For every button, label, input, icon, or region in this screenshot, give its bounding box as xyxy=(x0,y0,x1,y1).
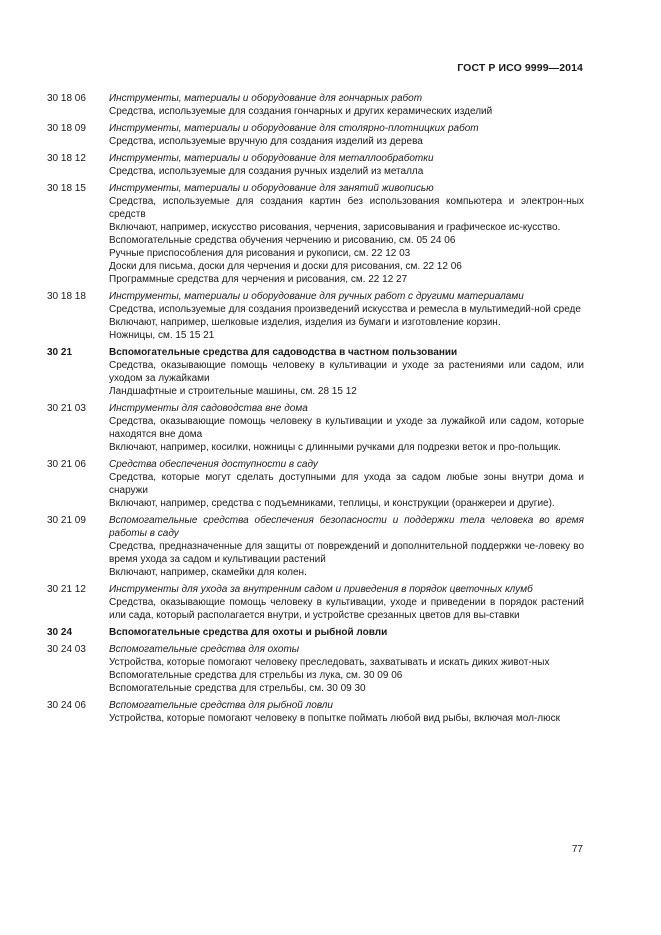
entry-code: 30 24 03 xyxy=(47,644,86,655)
entry-code: 30 18 15 xyxy=(47,183,86,194)
page-number: 77 xyxy=(571,844,583,855)
classification-entry xyxy=(47,626,584,639)
entry-code: 30 24 xyxy=(47,627,73,638)
entry-description-line: Средства, используемые для создания ручных изделий из металла xyxy=(109,166,424,177)
entry-description-line: Вспомогательные средства для стрельбы из лука, см. 30 09 06 xyxy=(109,670,403,681)
entry-code: 30 21 03 xyxy=(47,403,86,414)
classification-entry xyxy=(47,643,584,695)
classification-entry xyxy=(47,458,584,510)
entry-title: Инструменты, материалы и оборудование для металлообработки xyxy=(109,153,434,164)
entry-title: Инструменты для садоводства вне дома xyxy=(109,403,308,414)
entry-code: 30 21 12 xyxy=(47,584,86,595)
entry-description-line: Средства, используемые вручную для создания изделий из дерева xyxy=(109,136,423,147)
entry-title: Вспомогательные средства для рыбной ловли xyxy=(109,700,333,711)
entry-body xyxy=(109,643,584,695)
classification-entry xyxy=(47,182,584,286)
entry-body xyxy=(109,290,584,342)
entry-title: Инструменты, материалы и оборудование для столярно-плотницких работ xyxy=(109,123,479,134)
classification-entry xyxy=(47,583,584,622)
entry-description-line: Средства, используемые для создания произведений искусства и ремесла в мультимедий-ной среде xyxy=(109,304,581,315)
entry-description-line: Вспомогательные средства для стрельбы, см. 30 09 30 xyxy=(109,683,366,694)
entry-code: 30 21 06 xyxy=(47,459,86,470)
entry-description-line: Ножницы, см. 15 15 21 xyxy=(109,330,215,341)
entry-description-line: Включают, например, шелковые изделия, изделия из бумаги и изготовление корзин. xyxy=(109,317,501,328)
entry-body xyxy=(109,122,584,148)
entry-body xyxy=(109,182,584,286)
entry-description-line: Устройства, которые помогают человеку преследовать, захватывать и искать диких живот-ных xyxy=(109,657,550,668)
entry-description-line: Включают, например, средства с подъемниками, теплицы, и конструкции (оранжереи и другие). xyxy=(109,498,555,509)
entry-description-line: Устройства, которые помогают человеку в попытке поймать любой вид рыбы, включая мол-люск xyxy=(109,713,560,724)
entry-description-line: Средства, оказывающие помощь человеку в культивации, уходе и приведении в порядок растений или сада, который располагается внутри, и устройстве срезанных цветов для вы-ставки xyxy=(109,597,584,621)
entry-body xyxy=(109,626,584,639)
entry-code: 30 18 09 xyxy=(47,123,86,134)
classification-entry xyxy=(47,346,584,398)
entry-description-line: Программные средства для черчения и рисования, см. 22 12 27 xyxy=(109,274,408,285)
classification-entry xyxy=(47,699,584,725)
entry-description-line: Включают, например, косилки, ножницы с длинными ручками для подрезки веток и про-польщик. xyxy=(109,442,561,453)
classification-entry xyxy=(47,152,584,178)
entry-title: Инструменты, материалы и оборудование для занятий живописью xyxy=(109,183,434,194)
classification-entry xyxy=(47,514,584,579)
entry-description-line: Средства, используемые для создания гончарных и других керамических изделий xyxy=(109,106,493,117)
classification-entry xyxy=(47,122,584,148)
entry-body xyxy=(109,583,584,622)
entry-title: Вспомогательные средства для охоты xyxy=(109,644,300,655)
entry-body xyxy=(109,458,584,510)
entry-description-line: Ручные приспособления для рисования и рукописи, см. 22 12 03 xyxy=(109,248,411,259)
entry-body xyxy=(109,346,584,398)
entry-title: Вспомогательные средства обеспечения безопасности и поддержки тела человека во время работы в саду xyxy=(109,515,584,539)
entry-code: 30 18 12 xyxy=(47,153,86,164)
entry-description-line: Ландшафтные и строительные машины, см. 28 15 12 xyxy=(109,386,357,397)
entry-description-line: Доски для письма, доски для черчения и доски для рисования, см. 22 12 06 xyxy=(109,261,462,272)
entry-body xyxy=(109,514,584,579)
entry-body xyxy=(109,402,584,454)
entry-code: 30 21 09 xyxy=(47,515,86,526)
entry-code: 30 18 18 xyxy=(47,291,86,302)
entry-description-line: Средства, предназначенные для защиты от повреждений и дополнительной поддержки че-ловеку во время ухода за садом и культивации растений xyxy=(109,541,584,565)
document-header: ГОСТ Р ИСО 9999—2014 xyxy=(457,62,583,74)
entry-description-line: Включают, например, искусство рисования, черчения, зарисовывания и графическое ис-кусство. xyxy=(109,222,561,233)
entry-description-line: Средства, которые могут сделать доступными для ухода за садом любые зоны внутри дома и снаружи xyxy=(109,472,584,496)
classification-entry xyxy=(47,290,584,342)
entry-description-line: Средства, используемые для создания картин без использования компьютера и электрон-ных средств xyxy=(109,196,584,220)
entry-title: Вспомогательные средства для охоты и рыбной ловли xyxy=(109,627,388,638)
entry-title: Инструменты, материалы и оборудование для гончарных работ xyxy=(109,93,423,104)
entry-description-line: Включают, например, скамейки для колен. xyxy=(109,567,307,578)
classification-list xyxy=(47,92,584,729)
entry-code: 30 18 06 xyxy=(47,93,86,104)
entry-title: Инструменты, материалы и оборудование для ручных работ с другими материалами xyxy=(109,291,524,302)
entry-code: 30 21 xyxy=(47,347,73,358)
entry-description-line: Средства, оказывающие помощь человеку в культивации и уходе за лужайкой или садом, которые находятся вне дома xyxy=(109,416,584,440)
entry-description-line: Средства, оказывающие помощь человеку в культивации и уходе за растениями или садом, или уходом за лужайками xyxy=(109,360,584,384)
entry-body xyxy=(109,92,584,118)
entry-description-line: Вспомогательные средства обучения черчению и рисованию, см. 05 24 06 xyxy=(109,235,456,246)
classification-entry xyxy=(47,92,584,118)
entry-body xyxy=(109,699,584,725)
classification-entry xyxy=(47,402,584,454)
entry-title: Инструменты для ухода за внутренним садом и приведения в порядок цветочных клумб xyxy=(109,584,533,595)
entry-body xyxy=(109,152,584,178)
entry-title: Вспомогательные средства для садоводства в частном пользовании xyxy=(109,347,458,358)
entry-title: Средства обеспечения доступности в саду xyxy=(109,459,318,470)
entry-code: 30 24 06 xyxy=(47,700,86,711)
